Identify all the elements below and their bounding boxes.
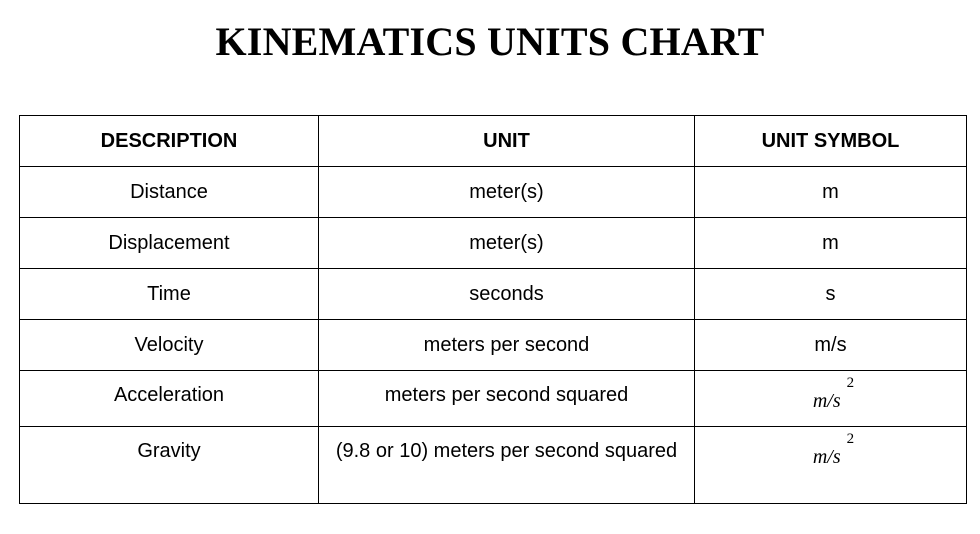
unit-symbol-exponent: 2 [846, 431, 855, 447]
column-header-description: DESCRIPTION [20, 116, 319, 167]
unit-symbol-math: m/s [812, 446, 841, 468]
description-cell: Velocity [20, 320, 319, 371]
table-row [20, 320, 967, 371]
unit-symbol-cell: m/s [695, 320, 967, 371]
description-cell: Time [20, 269, 319, 320]
table-row [20, 371, 967, 427]
unit-symbol-exponent: 2 [846, 375, 855, 391]
description-cell: Displacement [20, 218, 319, 269]
table-row [20, 218, 967, 269]
table-row [20, 427, 967, 504]
table-header-row [20, 116, 967, 167]
unit-symbol-cell: m [695, 218, 967, 269]
column-header-unit-symbol: UNIT SYMBOL [695, 116, 967, 167]
unit-cell: meters per second squared [319, 371, 695, 427]
column-header-unit: UNIT [319, 116, 695, 167]
unit-symbol-cell: m [695, 167, 967, 218]
unit-cell: seconds [319, 269, 695, 320]
unit-cell: meter(s) [319, 167, 695, 218]
table-row [20, 269, 967, 320]
unit-cell: meter(s) [319, 218, 695, 269]
unit-symbol-cell [695, 371, 967, 427]
unit-symbol-cell [695, 427, 967, 504]
unit-symbol-math: m/s [812, 390, 841, 412]
description-cell: Distance [20, 167, 319, 218]
unit-cell: (9.8 or 10) meters per second squared [319, 427, 695, 504]
description-cell: Acceleration [20, 371, 319, 427]
page-title: KINEMATICS UNITS CHART [215, 19, 765, 64]
description-cell: Gravity [20, 427, 319, 504]
units-table [19, 115, 967, 504]
table-row [20, 167, 967, 218]
unit-symbol-cell: s [695, 269, 967, 320]
unit-cell: meters per second [319, 320, 695, 371]
